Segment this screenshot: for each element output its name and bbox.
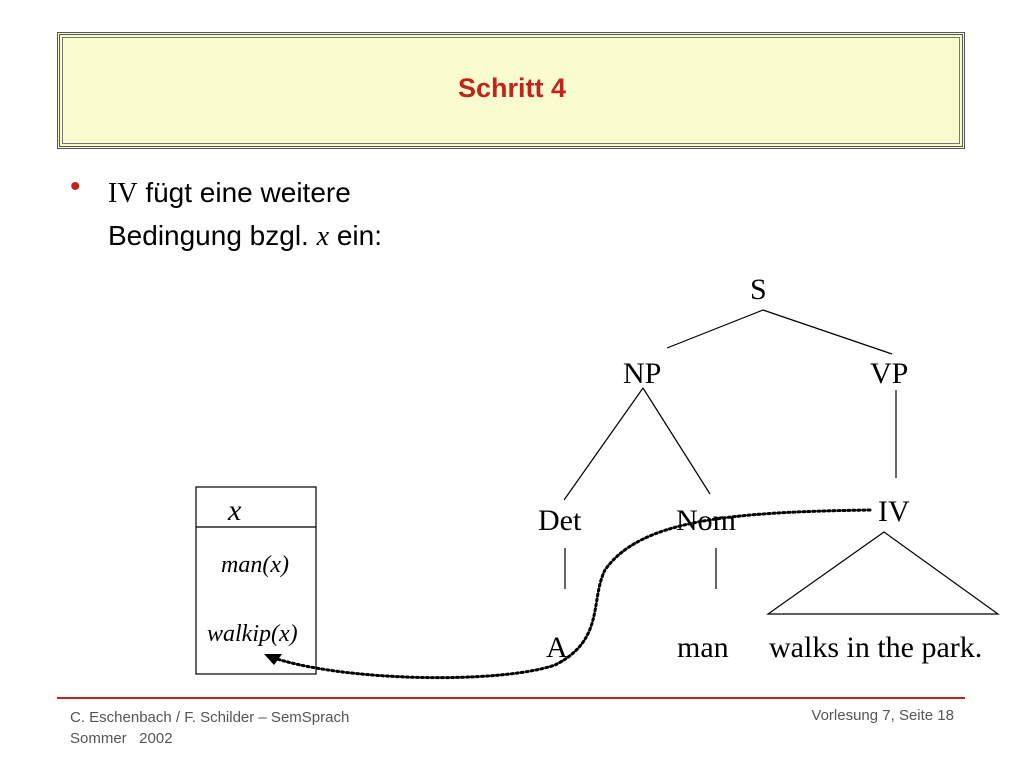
footer-left <box>70 707 349 749</box>
bullet-line2-end: ein: <box>329 220 382 251</box>
slide-title: Schritt 4 <box>457 73 567 103</box>
node-s: S <box>750 273 767 306</box>
footer-semester: Sommer 2002 <box>70 730 173 747</box>
edge-np-nom <box>643 388 710 494</box>
edge-s-vp <box>763 310 892 354</box>
word-rest: walks in the park. <box>769 631 983 664</box>
iv-triangle <box>768 532 998 614</box>
node-np: NP <box>623 357 662 390</box>
node-nom: Nom <box>676 504 736 537</box>
drs-condition-walkip: walkip(x) <box>207 621 298 647</box>
footer-page-info: Vorlesung 7, Seite 18 <box>811 707 954 724</box>
drs-condition-man: man(x) <box>221 552 289 578</box>
bullet-line1: fügt eine weitere <box>137 177 351 208</box>
word-man: man <box>677 631 729 664</box>
node-vp: VP <box>870 357 909 390</box>
bullet-line2-start: Bedingung bzgl. <box>108 220 317 251</box>
footer-authors: C. Eschenbach / F. Schilder – SemSprach <box>70 709 350 726</box>
footer-divider <box>57 697 965 699</box>
drs-universe: x <box>228 494 242 527</box>
node-iv: IV <box>878 495 910 528</box>
word-a: A <box>546 631 568 664</box>
edge-np-det <box>564 388 643 500</box>
node-det: Det <box>538 504 582 537</box>
edge-s-np <box>667 310 763 348</box>
bullet-variable: x <box>316 221 330 252</box>
bullet-term: IV <box>108 178 138 209</box>
bullet-point-icon: • <box>70 170 81 203</box>
